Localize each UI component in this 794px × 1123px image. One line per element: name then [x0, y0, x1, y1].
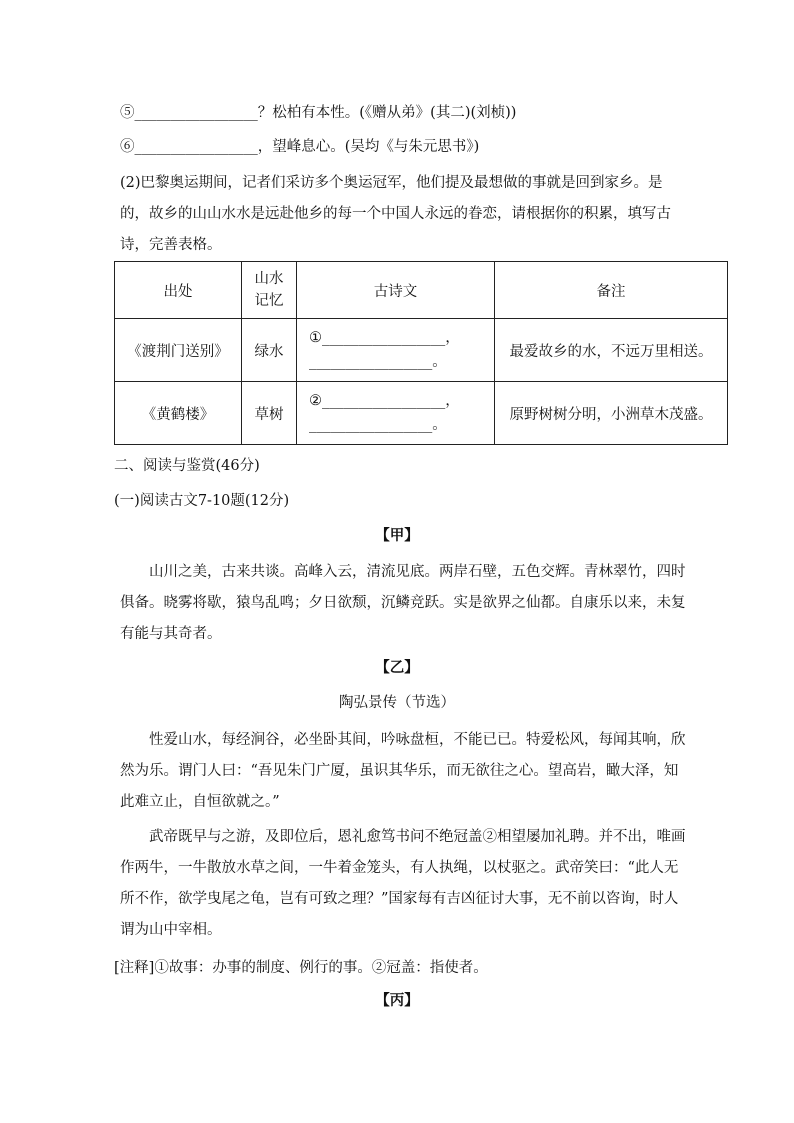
poetry-table [114, 261, 728, 445]
passage-yi-paragraph-2: 武帝既早与之游，及即位后，恩礼愈笃书问不绝冠盖②相望屡加礼聘。并不出，唯画作两牛，一牛散放水草之间，一牛着金笼头，有人执绳，以杖驱之。武帝笑曰：“此人无所不作，欲学曳尾之龟，岂有可致之理？”国家每有吉凶征讨大事，无不前以咨询，时人谓为山中宰相。 [120, 829, 686, 938]
cell-source: 《渡荆门送别》 [115, 319, 242, 382]
cell-note: 原野树树分明，小洲草木茂盛。 [495, 382, 728, 445]
question-2-intro: (2)巴黎奥运期间，记者们采访多个奥运冠军，他们提及最想做的事就是回到家乡。是的，故乡的山山水水是远赴他乡的每一个中国人永远的眷恋，请根据你的积累，填写古诗，完善表格。 [120, 175, 671, 253]
cell-poem-blank[interactable] [297, 319, 495, 382]
table-header-row [115, 262, 728, 319]
section-2-sub1: (一)阅读古文7-10题(12分) [114, 493, 290, 509]
header-memory: 山水 记忆 [242, 262, 297, 319]
passage-yi-label: 【乙】 [375, 659, 419, 676]
passage-yi-title: 陶弘景传（节选） [339, 695, 455, 711]
question-6-line: ⑥_________________，望峰息心。(吴均《与朱元思书》) [120, 139, 480, 155]
table-row [115, 319, 728, 382]
header-source: 出处 [115, 262, 242, 319]
poem-blank-line-2: _________________。 [309, 417, 447, 433]
passage-jia-text: 山川之美，古来共谈。高峰入云，清流见底。两岸石壁，五色交辉。青林翠竹，四时俱备。晓雾将歇，猿鸟乱鸣；夕日欲颓，沉鳞竞跃。实是欲界之仙都。自康乐以来，未复有能与其奇者。 [120, 564, 686, 642]
passage-yi-annotation: [注释]①故事：办事的制度、例行的事。②冠盖：指使者。 [114, 960, 488, 976]
header-poem: 古诗文 [297, 262, 495, 319]
poem-blank-line-2: _________________。 [309, 354, 447, 370]
question-5-line: ⑤_________________？松柏有本性。(《赠从弟》(其二)(刘桢)) [120, 105, 517, 121]
cell-note: 最爱故乡的水，不远万里相送。 [495, 319, 728, 382]
cell-memory: 草树 [242, 382, 297, 445]
poem-blank-line-1: ②_________________， [309, 393, 460, 409]
passage-jia-label: 【甲】 [375, 527, 419, 544]
passage-yi-paragraph-1: 性爱山水，每经涧谷，必坐卧其间，吟咏盘桓，不能已已。特爱松风，每闻其响，欣然为乐。谓门人曰：“吾见朱门广厦，虽识其华乐，而无欲往之心。望高岩，瞰大泽，知此难立止，自恒欲就之。” [120, 732, 686, 810]
cell-memory: 绿水 [242, 319, 297, 382]
cell-source: 《黄鹤楼》 [115, 382, 242, 445]
table-row [115, 382, 728, 445]
section-2-title: 二、阅读与鉴赏(46分) [114, 458, 260, 474]
passage-bing-label: 【丙】 [375, 992, 419, 1009]
poem-blank-line-1: ①_________________， [309, 330, 460, 346]
cell-poem-blank[interactable] [297, 382, 495, 445]
header-note: 备注 [495, 262, 728, 319]
